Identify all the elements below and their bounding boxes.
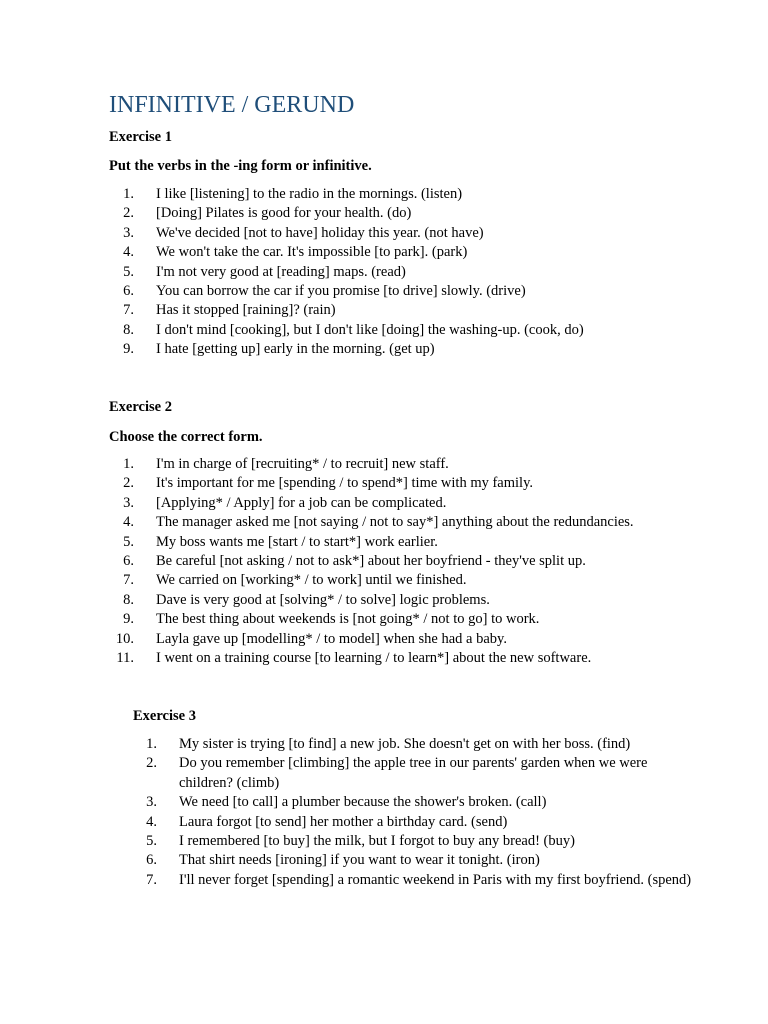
item-text: We carried on [working* / to work] until we finished. <box>156 572 467 589</box>
exercise-1-heading: Exercise 1 <box>109 129 172 145</box>
list-item <box>110 282 670 301</box>
item-text: Layla gave up [modelling* / to model] when she had a baby. <box>156 630 507 647</box>
item-text: I went on a training course [to learning / to learn*] about the new software. <box>156 650 592 667</box>
item-number: 3. <box>123 224 134 241</box>
item-number: 1. <box>146 736 157 752</box>
item-text: We need [to call] a plumber because the shower's broken. (call) <box>179 794 547 811</box>
item-text: I'm not very good at [reading] maps. (read) <box>156 263 406 280</box>
item-text: My sister is trying [to find] a new job. She doesn't get on with her boss. (find) <box>179 736 631 752</box>
item-number: 7. <box>123 302 134 319</box>
item-number: 4. <box>123 514 134 531</box>
item-number: 9. <box>123 611 134 628</box>
list-item <box>110 610 690 629</box>
item-text: The best thing about weekends is [not going* / not to go] to work. <box>156 611 540 628</box>
item-text: I'm in charge of [recruiting* / to recruit] new staff. <box>156 456 449 472</box>
list-item <box>110 455 690 474</box>
exercise-2-heading: Exercise 2 <box>109 399 172 415</box>
item-number: 2. <box>123 205 134 222</box>
item-text: Do you remember [climbing] the apple tree in our parents' garden when we were children? (climb) <box>179 755 648 791</box>
list-item <box>110 185 670 204</box>
item-text: I hate [getting up] early in the morning. (get up) <box>156 341 435 358</box>
item-text: You can borrow the car if you promise [to drive] slowly. (drive) <box>156 283 526 300</box>
item-text: I'll never forget [spending] a romantic weekend in Paris with my first boyfriend. (spend) <box>179 871 692 888</box>
exercise-3-heading: Exercise 3 <box>133 708 196 724</box>
item-number: 5. <box>146 833 157 850</box>
item-number: 8. <box>123 591 134 608</box>
list-item <box>110 301 670 320</box>
item-text: We won't take the car. It's impossible [to park]. (park) <box>156 244 468 261</box>
list-item <box>133 851 693 870</box>
item-number: 7. <box>146 871 157 888</box>
item-text: Dave is very good at [solving* / to solve] logic problems. <box>156 591 490 608</box>
item-text: Laura forgot [to send] her mother a birthday card. (send) <box>179 813 508 830</box>
list-item <box>110 513 690 532</box>
list-item <box>110 591 690 610</box>
item-number: 1. <box>123 186 134 202</box>
item-text: The manager asked me [not saying / not to say*] anything about the redundancies. <box>156 514 634 531</box>
exercise-2-list <box>110 455 690 668</box>
item-text: We've decided [not to have] holiday this year. (not have) <box>156 224 484 241</box>
list-item <box>110 243 670 262</box>
exercise-3-list <box>133 735 693 890</box>
exercise-2-instruction: Choose the correct form. <box>109 429 263 445</box>
list-item <box>110 321 670 340</box>
item-text: [Applying* / Apply] for a job can be complicated. <box>156 494 447 511</box>
list-item <box>133 754 693 793</box>
item-number: 6. <box>123 553 134 570</box>
list-item <box>110 533 690 552</box>
list-item <box>133 813 693 832</box>
exercise-1-list <box>110 185 670 360</box>
item-number: 11. <box>116 650 134 667</box>
list-item <box>110 263 670 282</box>
item-number: 1. <box>123 456 134 472</box>
item-number: 6. <box>123 283 134 300</box>
list-item <box>110 571 690 590</box>
list-item <box>110 630 690 649</box>
list-item <box>133 832 693 851</box>
item-text: [Doing] Pilates is good for your health. (do) <box>156 205 412 222</box>
item-text: I don't mind [cooking], but I don't like [doing] the washing-up. (cook, do) <box>156 321 584 338</box>
list-item <box>133 793 693 812</box>
list-item <box>110 552 690 571</box>
item-number: 5. <box>123 533 134 550</box>
item-text: I remembered [to buy] the milk, but I forgot to buy any bread! (buy) <box>179 833 575 850</box>
list-item <box>110 494 690 513</box>
list-item <box>110 340 670 359</box>
item-text: It's important for me [spending / to spend*] time with my family. <box>156 475 533 492</box>
item-number: 6. <box>146 852 157 869</box>
list-item <box>110 224 670 243</box>
list-item <box>110 204 670 223</box>
item-text: My boss wants me [start / to start*] work earlier. <box>156 533 438 550</box>
item-number: 10. <box>115 630 134 647</box>
item-text: That shirt needs [ironing] if you want to wear it tonight. (iron) <box>179 852 540 869</box>
item-number: 3. <box>146 794 157 811</box>
list-item <box>133 871 693 890</box>
item-number: 2. <box>146 755 157 772</box>
item-number: 3. <box>123 494 134 511</box>
item-number: 4. <box>146 813 157 830</box>
list-item <box>110 474 690 493</box>
list-item <box>133 735 693 754</box>
item-number: 8. <box>123 321 134 338</box>
item-number: 7. <box>123 572 134 589</box>
item-number: 5. <box>123 263 134 280</box>
list-item <box>110 649 690 668</box>
item-number: 4. <box>123 244 134 261</box>
exercise-1-instruction: Put the verbs in the -ing form or infinitive. <box>109 158 372 174</box>
item-text: Be careful [not asking / not to ask*] about her boyfriend - they've split up. <box>156 553 586 570</box>
item-number: 9. <box>123 341 134 358</box>
item-number: 2. <box>123 475 134 492</box>
item-text: I like [listening] to the radio in the mornings. (listen) <box>156 186 463 202</box>
item-text: Has it stopped [raining]? (rain) <box>156 302 336 319</box>
page-title: INFINITIVE / GERUND <box>109 92 355 118</box>
